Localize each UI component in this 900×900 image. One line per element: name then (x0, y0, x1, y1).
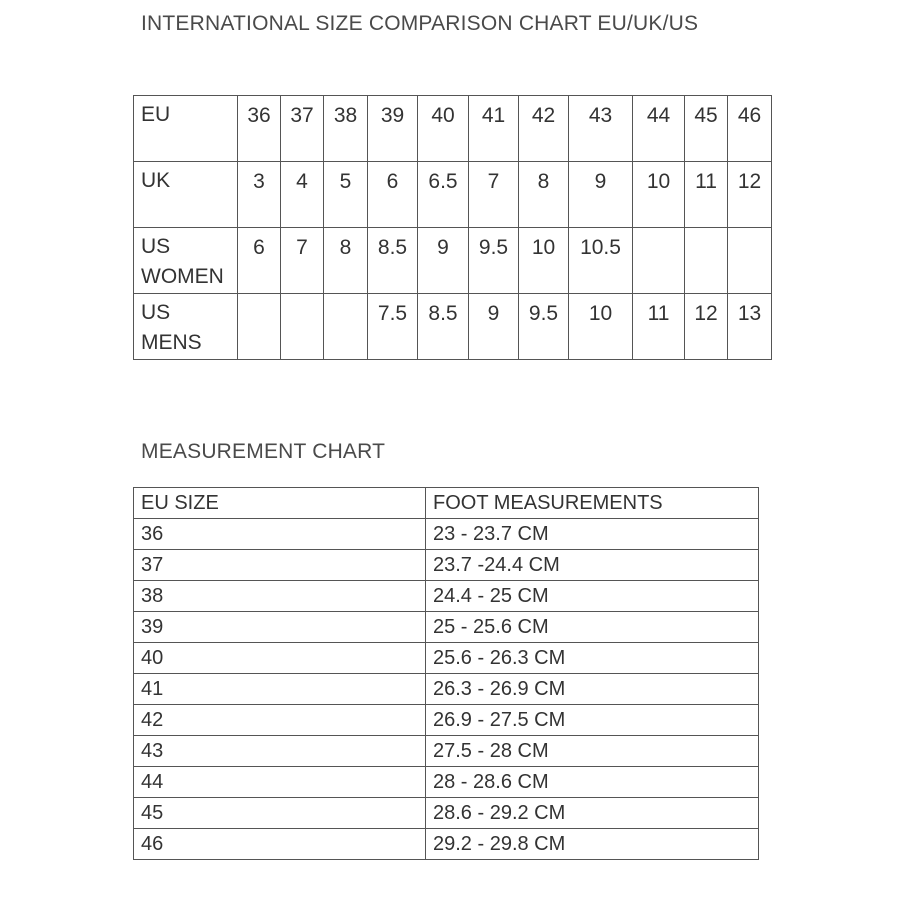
measurement-row (134, 643, 759, 674)
size-comparison-table (133, 95, 772, 360)
foot-measurement-cell: 27.5 - 28 CM (426, 736, 759, 767)
eu-size-cell: 38 (134, 581, 426, 612)
eu-size-cell: 36 (134, 519, 426, 550)
foot-measurement-cell: 23.7 -24.4 CM (426, 550, 759, 581)
size-cell: 9 (469, 294, 519, 360)
foot-measurement-cell: 23 - 23.7 CM (426, 519, 759, 550)
size-cell: 44 (633, 96, 685, 162)
size-cell: 10 (519, 228, 569, 294)
eu-size-cell: 41 (134, 674, 426, 705)
measurement-row (134, 767, 759, 798)
size-cell: 3 (238, 162, 281, 228)
size-cell: 9 (569, 162, 633, 228)
measurement-row (134, 550, 759, 581)
size-cell: 10 (633, 162, 685, 228)
foot-measurement-cell: 25 - 25.6 CM (426, 612, 759, 643)
size-cell: 7.5 (368, 294, 418, 360)
size-cell: 9.5 (519, 294, 569, 360)
measurement-header-cell: EU SIZE (134, 488, 426, 519)
measurement-chart-title: MEASUREMENT CHART (141, 440, 386, 463)
measurement-row (134, 674, 759, 705)
size-cell: 4 (281, 162, 324, 228)
size-cell (324, 294, 368, 360)
size-cell: 6.5 (418, 162, 469, 228)
size-cell: 10 (569, 294, 633, 360)
size-cell (685, 228, 728, 294)
eu-size-cell: 45 (134, 798, 426, 829)
size-cell: 9.5 (469, 228, 519, 294)
size-cell: 11 (685, 162, 728, 228)
size-row (134, 162, 772, 228)
measurement-row (134, 829, 759, 860)
foot-measurement-cell: 26.3 - 26.9 CM (426, 674, 759, 705)
measurement-row (134, 519, 759, 550)
size-cell: 7 (281, 228, 324, 294)
size-cell: 37 (281, 96, 324, 162)
measurement-header-row (134, 488, 759, 519)
size-row-label: US WOMEN (134, 228, 238, 294)
measurement-row (134, 581, 759, 612)
measurement-table (133, 487, 759, 860)
size-cell: 12 (685, 294, 728, 360)
size-cell: 11 (633, 294, 685, 360)
eu-size-cell: 40 (134, 643, 426, 674)
size-cell: 8 (519, 162, 569, 228)
foot-measurement-cell: 25.6 - 26.3 CM (426, 643, 759, 674)
measurement-row (134, 736, 759, 767)
size-cell: 7 (469, 162, 519, 228)
size-cell: 8.5 (418, 294, 469, 360)
size-row-label: EU (134, 96, 238, 162)
size-cell: 40 (418, 96, 469, 162)
eu-size-cell: 39 (134, 612, 426, 643)
eu-size-cell: 46 (134, 829, 426, 860)
foot-measurement-cell: 26.9 - 27.5 CM (426, 705, 759, 736)
eu-size-cell: 42 (134, 705, 426, 736)
size-cell: 10.5 (569, 228, 633, 294)
size-row (134, 228, 772, 294)
size-cell: 8.5 (368, 228, 418, 294)
size-cell: 6 (238, 228, 281, 294)
size-cell (238, 294, 281, 360)
eu-size-cell: 43 (134, 736, 426, 767)
size-cell: 45 (685, 96, 728, 162)
size-cell: 5 (324, 162, 368, 228)
size-row (134, 96, 772, 162)
size-cell: 6 (368, 162, 418, 228)
size-cell (633, 228, 685, 294)
measurement-header-cell: FOOT MEASUREMENTS (426, 488, 759, 519)
size-cell: 12 (728, 162, 772, 228)
eu-size-cell: 44 (134, 767, 426, 798)
size-row (134, 294, 772, 360)
size-cell: 46 (728, 96, 772, 162)
size-cell: 42 (519, 96, 569, 162)
eu-size-cell: 37 (134, 550, 426, 581)
size-cell: 41 (469, 96, 519, 162)
size-cell: 43 (569, 96, 633, 162)
measurement-row (134, 705, 759, 736)
size-row-label: US MENS (134, 294, 238, 360)
foot-measurement-cell: 28 - 28.6 CM (426, 767, 759, 798)
foot-measurement-cell: 28.6 - 29.2 CM (426, 798, 759, 829)
size-cell: 36 (238, 96, 281, 162)
measurement-row (134, 612, 759, 643)
size-cell: 13 (728, 294, 772, 360)
size-row-label: UK (134, 162, 238, 228)
measurement-row (134, 798, 759, 829)
size-cell: 38 (324, 96, 368, 162)
size-cell: 39 (368, 96, 418, 162)
foot-measurement-cell: 29.2 - 29.8 CM (426, 829, 759, 860)
foot-measurement-cell: 24.4 - 25 CM (426, 581, 759, 612)
size-cell (281, 294, 324, 360)
size-cell (728, 228, 772, 294)
size-cell: 9 (418, 228, 469, 294)
comparison-chart-title: INTERNATIONAL SIZE COMPARISON CHART EU/UK/US (141, 12, 699, 35)
size-cell: 8 (324, 228, 368, 294)
